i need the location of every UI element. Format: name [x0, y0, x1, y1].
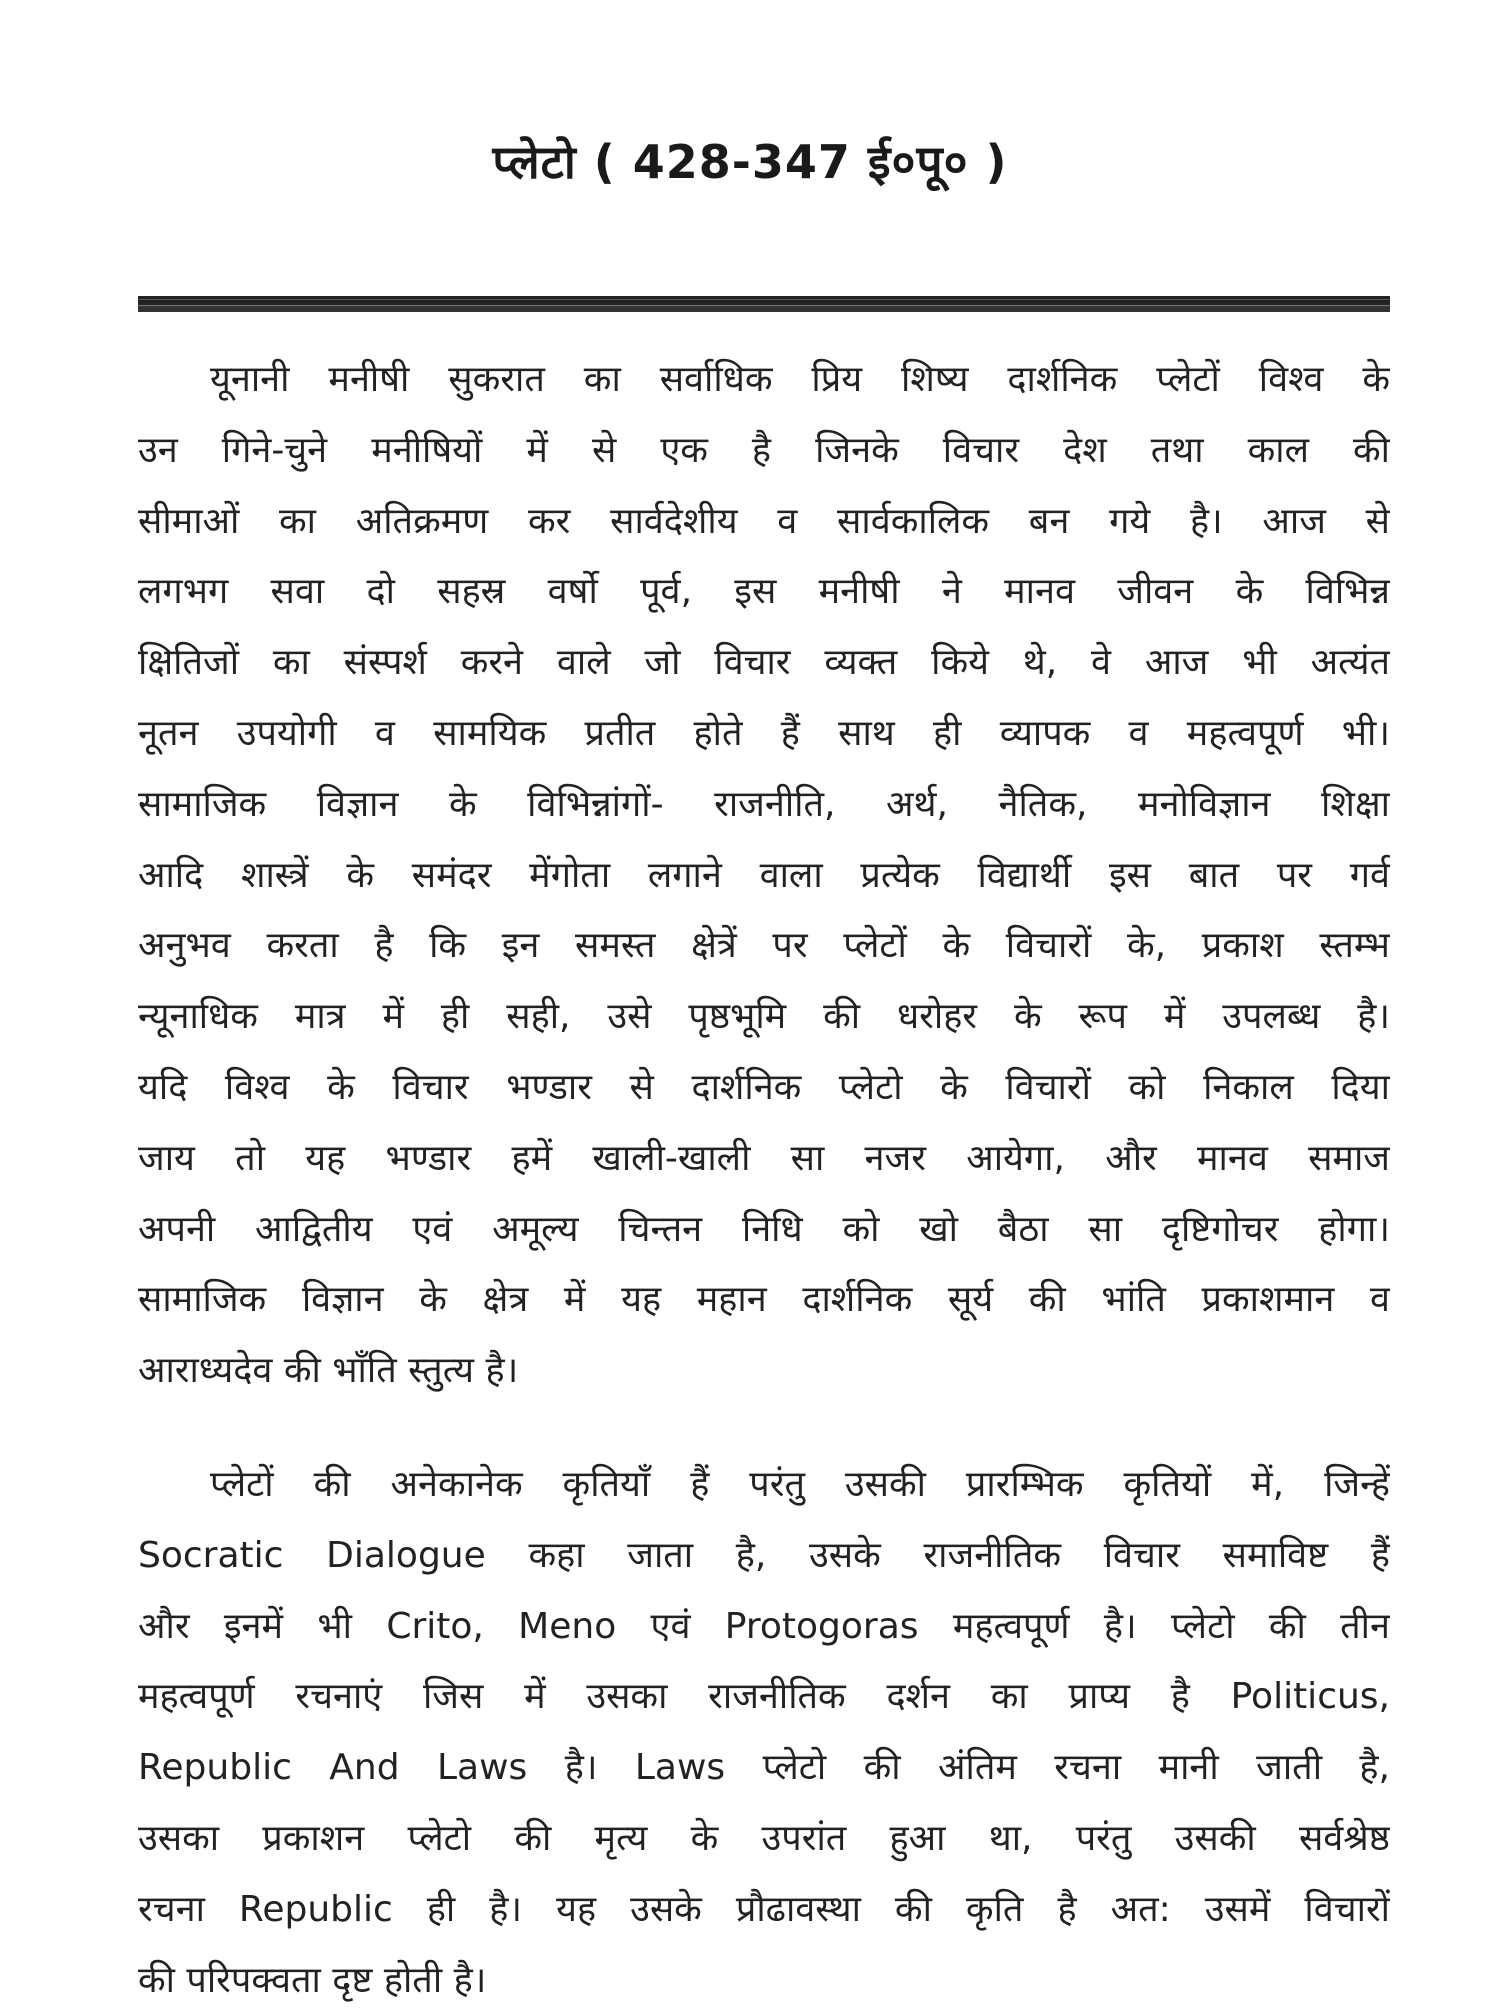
paragraph-line: सामाजिक विज्ञान के विभिन्नांगों- राजनीति, अर्थ, नैतिक, मनोविज्ञान शिक्षा	[138, 783, 1390, 825]
paragraph-line: प्लेटों की अनेकानेक कृतियाँ हैं परंतु उसकी प्रारम्भिक कृतियों में, जिन्हें	[210, 1464, 1390, 1505]
paragraph-1	[138, 345, 1390, 1407]
paragraph-line: अपनी आद्वितीय एवं अमूल्य चिन्तन निधि को खो बैठा सा दृष्टिगोचर होगा।	[138, 1208, 1390, 1250]
paragraph-2	[138, 1450, 1390, 2016]
paragraph-line: जाय तो यह भण्डार हमें खाली-खाली सा नजर आयेगा, और मानव समाज	[138, 1137, 1390, 1179]
paragraph-line: सामाजिक विज्ञान के क्षेत्र में यह महान दार्शनिक सूर्य की भांति प्रकाशमान व	[138, 1279, 1390, 1321]
paragraph-line: अनुभव करता है कि इन समस्त क्षेत्रें पर प्लेटों के विचारों के, प्रकाश स्तम्भ	[138, 925, 1390, 967]
paragraph-line: Socratic Dialogue कहा जाता है, उसके राजनीतिक विचार समाविष्ट हैं	[138, 1534, 1390, 1576]
paragraph-line: उसका प्रकाशन प्लेटो की मृत्य के उपरांत हुआ था, परंतु उसकी सर्वश्रेष्ठ	[138, 1817, 1390, 1859]
page-title: प्लेटो ( 428-347 ई०पू० )	[492, 135, 1008, 189]
paragraph-line: रचना Republic ही है। यह उसके प्रौढावस्था की कृति है अत: उसमें विचारों	[138, 1888, 1390, 1930]
paragraph-line: यदि विश्व के विचार भण्डार से दार्शनिक प्लेटो के विचारों को निकाल दिया	[138, 1066, 1390, 1108]
paragraph-line: आदि शास्त्रें के समंदर मेंगोता लगाने वाला प्रत्येक विद्यार्थी इस बात पर गर्व	[138, 854, 1390, 896]
paragraph-line: नूतन उपयोगी व सामयिक प्रतीत होते हैं साथ ही व्यापक व महत्वपूर्ण भी।	[138, 712, 1390, 754]
paragraph-line: और इनमें भी Crito, Meno एवं Protogoras महत्वपूर्ण है। प्लेटो की तीन	[138, 1605, 1390, 1647]
paragraph-line: की परिपक्वता दृष्ट होती है।	[138, 1959, 487, 2001]
paragraph-line: यूनानी मनीषी सुकरात का सर्वाधिक प्रिय शिष्य दार्शनिक प्लेटों विश्व के	[210, 359, 1390, 400]
paragraph-line: उन गिने-चुने मनीषियों में से एक है जिनके विचार देश तथा काल की	[138, 429, 1390, 471]
paragraph-line: Republic And Laws है। Laws प्लेटो की अंतिम रचना मानी जाती है,	[138, 1747, 1390, 1789]
paragraph-line: क्षितिजों का संस्पर्श करने वाले जो विचार व्यक्त किये थे, वे आज भी अत्यंत	[138, 642, 1390, 684]
title-divider-rule	[138, 296, 1390, 312]
paragraph-line: आराध्यदेव की भाँति स्तुत्य है।	[138, 1350, 519, 1392]
paragraph-line: न्यूनाधिक मात्र में ही सही, उसे पृष्ठभूमि की धरोहर के रूप में उपलब्ध है।	[138, 996, 1390, 1038]
paragraph-line: महत्वपूर्ण रचनाएं जिस में उसका राजनीतिक दर्शन का प्राप्य है Politicus,	[138, 1676, 1390, 1718]
paragraph-line: लगभग सवा दो सहस्र वर्षो पूर्व, इस मनीषी ने मानव जीवन के विभिन्न	[138, 571, 1390, 613]
paragraph-line: सीमाओं का अतिक्रमण कर सार्वदेशीय व सार्वकालिक बन गये है। आज से	[138, 500, 1390, 542]
